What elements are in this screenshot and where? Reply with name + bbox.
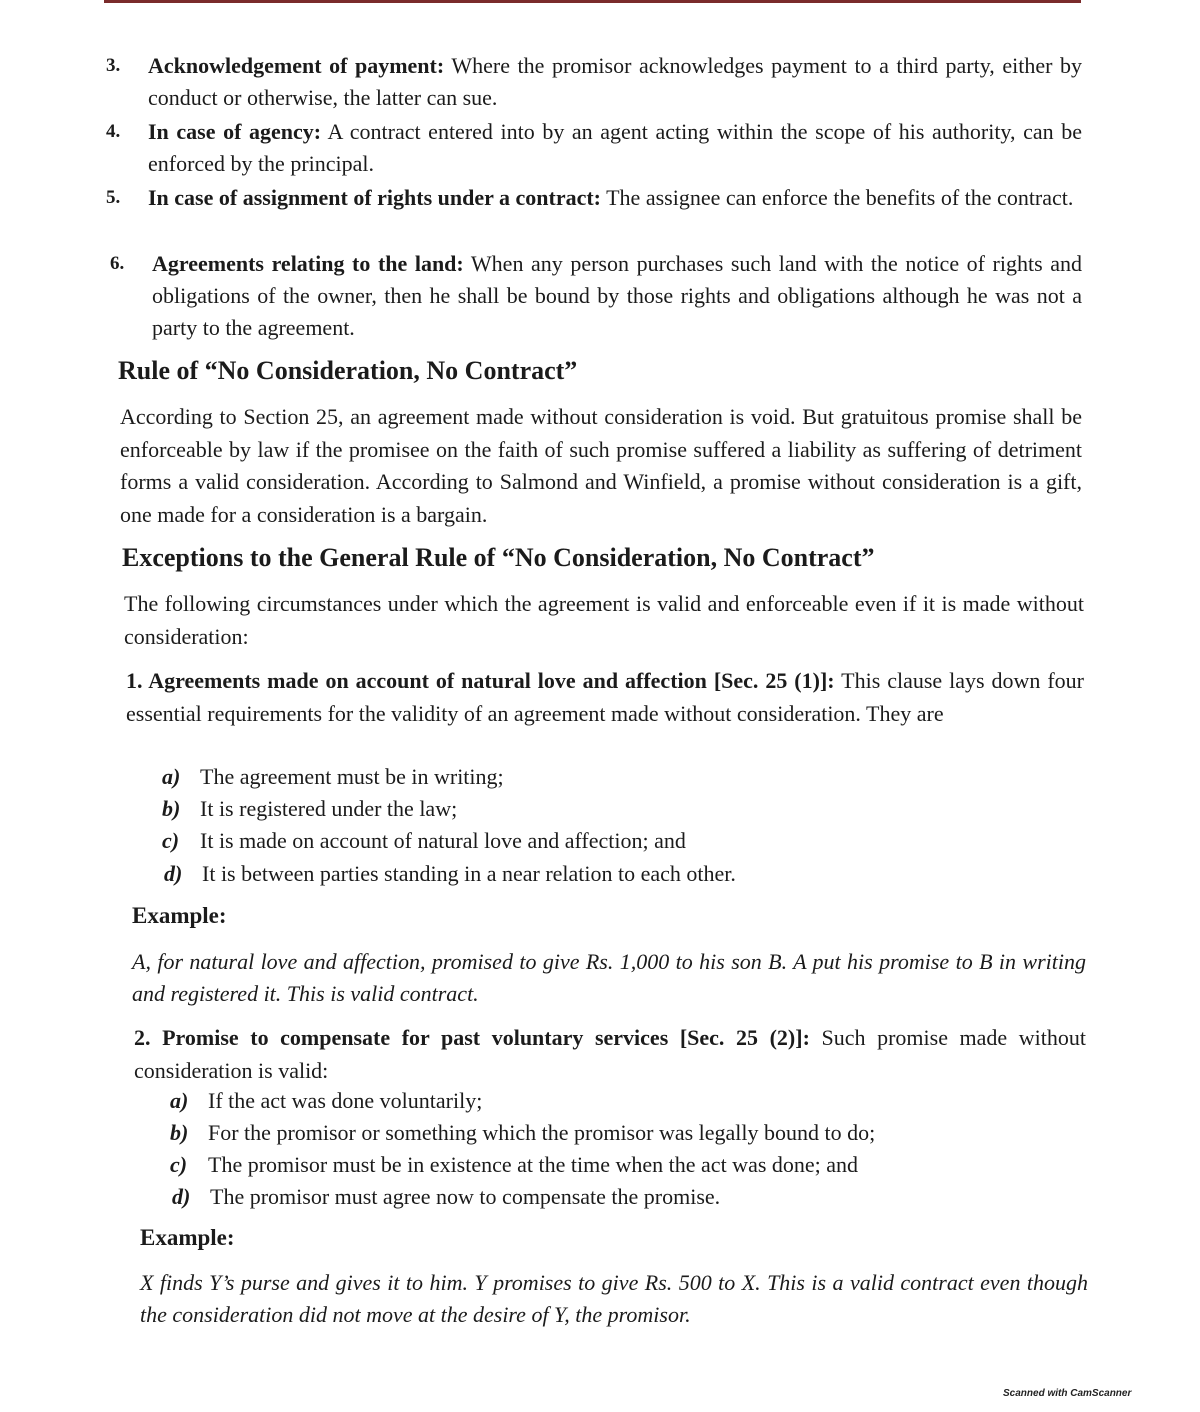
sub-item-text: It is between parties standing in a near relation to each other. (202, 861, 736, 886)
sub-item-text: The agreement must be in writing; (200, 764, 504, 789)
rule-paragraph: According to Section 25, an agreement made without consideration is void. But gratuitous promise shall be enforceable by law if the promisee on the faith of such promise suffered a liability as suffering of detriment forms a valid consideration. According to Salmond and Winfield, a promise without consideration is a gift, one made for a consideration is a bargain. (120, 404, 1082, 527)
list-item (106, 116, 1082, 180)
example-label: Example: (132, 903, 227, 928)
rule-heading: Rule of “No Consideration, No Contract” (118, 356, 578, 385)
item-number: 6. (110, 253, 125, 274)
list-item (106, 182, 1082, 246)
item-title: In case of agency: (148, 119, 322, 144)
sub-item-letter: a) (162, 764, 181, 789)
example-label: Example: (140, 1225, 235, 1250)
scanner-watermark: Scanned with CamScanner (1003, 1388, 1132, 1399)
sub-item-text: It is made on account of natural love and affection; and (200, 828, 686, 853)
item-number: 3. (106, 55, 121, 76)
item-title: In case of assignment of rights under a contract: (148, 185, 602, 210)
item-text: When any person purchases such land with the notice of rights and obligations of the owner, then he shall be bound by those rights and obligations although he was not a party to the agreement. (152, 251, 1082, 340)
sub-item-text: If the act was done voluntarily; (208, 1088, 483, 1113)
example-text: X finds Y’s purse and gives it to him. Y promises to give Rs. 500 to X. This is a valid contract even though the consideration did not move at the desire of Y, the promisor. (140, 1270, 1088, 1327)
item-body (148, 50, 1082, 114)
exception-2-paragraph (134, 1022, 1086, 1087)
sub-item-letter: b) (162, 796, 181, 821)
item-text: The assignee can enforce the benefits of the contract. (601, 185, 1074, 210)
exception-2-title: 2. Promise to compensate for past voluntary services [Sec. 25 (2)]: (134, 1025, 810, 1050)
item-title: Agreements relating to the land: (152, 251, 464, 276)
sub-item-text: The promisor must be in existence at the time when the act was done; and (208, 1152, 859, 1177)
sub-item-text: The promisor must agree now to compensate the promise. (210, 1184, 721, 1209)
item-body (148, 182, 1082, 214)
sub-item-letter: a) (170, 1088, 189, 1113)
example-text: A, for natural love and affection, promised to give Rs. 1,000 to his son B. A put his promise to B in writing and registered it. This is valid contract. (132, 949, 1086, 1006)
item-number: 5. (106, 187, 121, 208)
sub-item-letter: b) (170, 1120, 189, 1145)
sub-item-text: It is registered under the law; (200, 796, 458, 821)
exception-1-text: This clause lays down four essential requirements for the validity of an agreement made without consideration. They are (126, 668, 1084, 726)
exception-1-paragraph (126, 665, 1084, 730)
item-text: Where the promisor acknowledges payment to a third party, either by conduct or otherwise, the latter can sue. (148, 53, 1082, 110)
exception-2-text: Such promise made without consideration is valid: (134, 1025, 1086, 1083)
list-item (106, 50, 1082, 114)
top-border-rule (104, 0, 1081, 3)
list-item (110, 248, 1082, 344)
sub-item-letter: c) (170, 1152, 188, 1177)
sub-item-letter: c) (162, 828, 180, 853)
sub-item-text: For the promisor or something which the promisor was legally bound to do; (208, 1120, 876, 1145)
item-body (148, 116, 1082, 180)
item-body (152, 248, 1082, 344)
item-number: 4. (106, 121, 121, 142)
sub-item-letter: d) (172, 1184, 191, 1209)
exception-1-title: 1. Agreements made on account of natural love and affection [Sec. 25 (1)]: (126, 668, 835, 693)
exceptions-intro: The following circumstances under which the agreement is valid and enforceable even if it is made without consideration: (124, 591, 1084, 649)
sub-item-letter: d) (164, 861, 183, 886)
item-text: A contract entered into by an agent acting within the scope of his authority, can be enforced by the principal. (148, 119, 1082, 176)
exceptions-heading: Exceptions to the General Rule of “No Consideration, No Contract” (122, 543, 875, 572)
item-title: Acknowledgement of payment: (148, 53, 445, 78)
